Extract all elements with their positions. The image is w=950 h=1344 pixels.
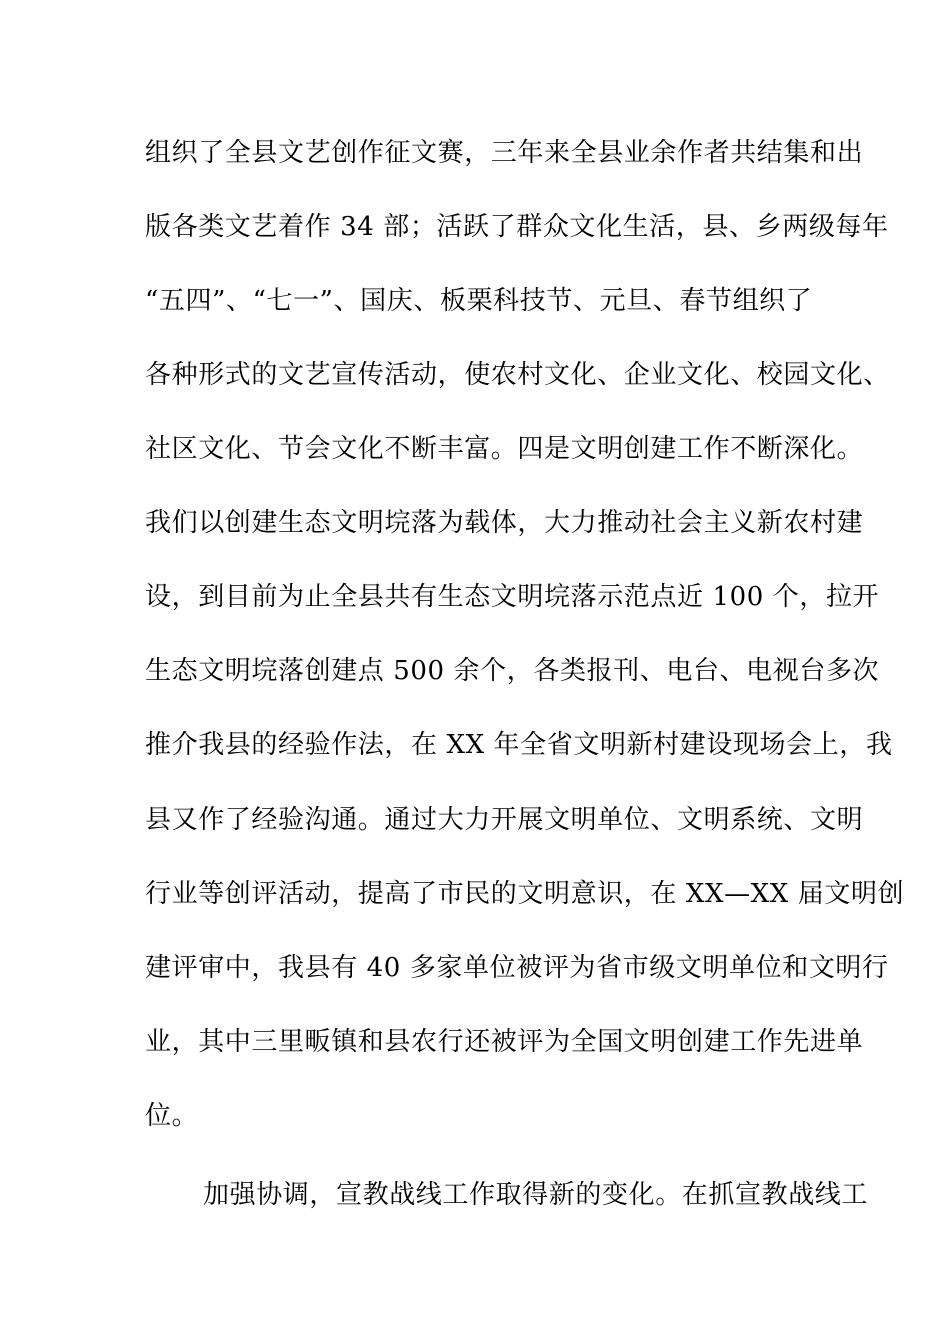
paragraph-line: 设，到目前为止全县共有生态文明垸落示范点近 100 个，拉开	[145, 582, 880, 612]
paragraph-line: 业，其中三里畈镇和县农行还被评为全国文明创建工作先进单	[145, 1027, 864, 1057]
paragraph-line: 社区文化、节会文化不断丰富。四是文明创建工作不断深化。	[145, 434, 864, 464]
paragraph-line: 组织了全县文艺创作征文赛，三年来全县业余作者共结集和出	[145, 138, 864, 168]
paragraph-line: 县又作了经验沟通。通过大力开展文明单位、文明系统、文明	[145, 805, 864, 835]
paragraph-line: 建评审中，我县有 40 多家单位被评为省市级文明单位和文明行	[145, 953, 889, 983]
paragraph-line: 位。	[145, 1101, 199, 1131]
paragraph-line: 生态文明垸落创建点 500 余个，各类报刊、电台、电视台多次	[145, 656, 880, 686]
paragraph-line: “五四”、“七一”、国庆、板栗科技节、元旦、春节组织了	[145, 286, 813, 316]
paragraph-line: 推介我县的经验作法，在 XX 年全省文明新村建设现场会上，我	[145, 730, 893, 760]
paragraph-line: 行业等创评活动，提高了市民的文明意识，在 XX—XX 届文明创	[145, 879, 905, 909]
paragraph-line: 各种形式的文艺宣传活动，使农村文化、企业文化、校园文化、	[145, 360, 890, 390]
paragraph-line: 我们以创建生态文明垸落为载体，大力推动社会主义新农村建	[145, 508, 864, 538]
paragraph-line: 版各类文艺着作 34 部；活跃了群众文化生活，县、乡两级每年	[145, 212, 889, 242]
paragraph-line-indented: 加强协调，宣教战线工作取得新的变化。在抓宣教战线工	[203, 1180, 869, 1210]
